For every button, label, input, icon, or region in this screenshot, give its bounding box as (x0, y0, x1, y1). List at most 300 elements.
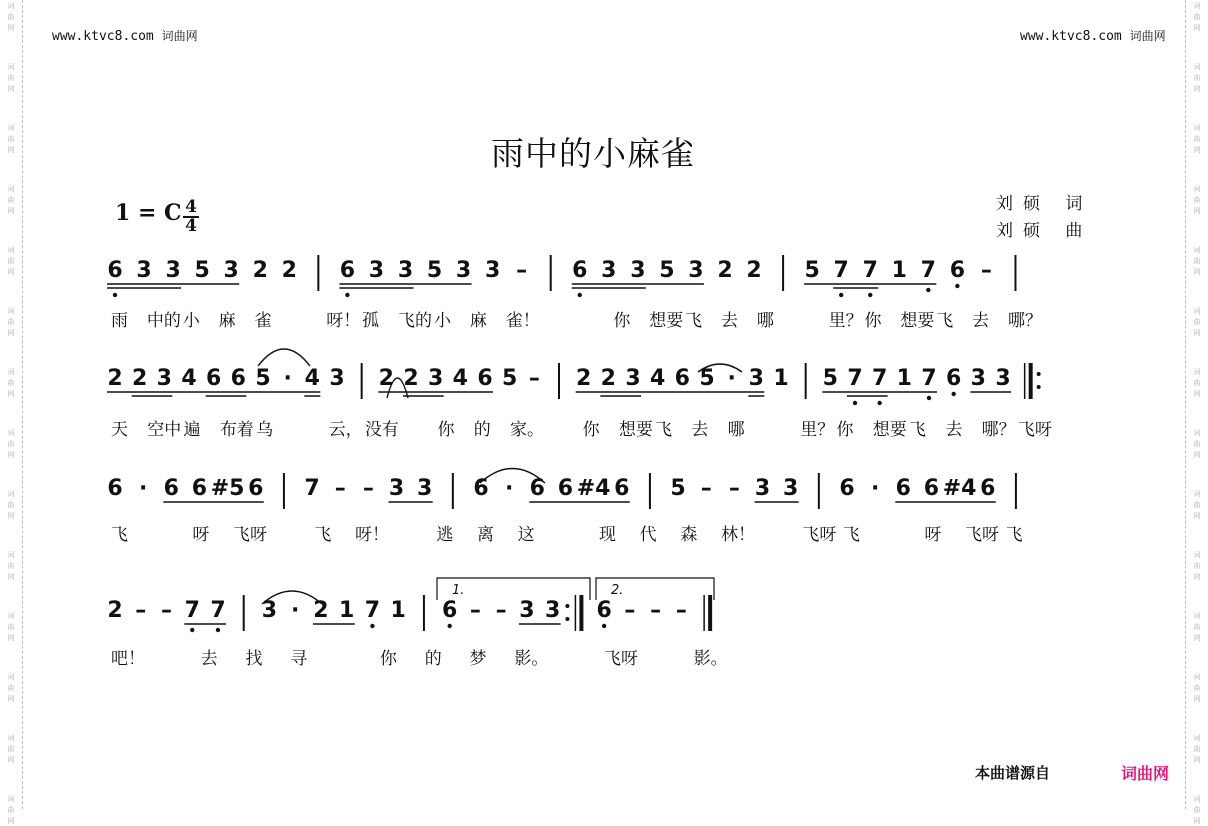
watermark-char: 曲 (7, 745, 15, 753)
note: 6 (980, 476, 996, 501)
note: 6 (839, 476, 855, 501)
low-octave-dot (926, 288, 930, 292)
watermark-char: 曲 (1193, 318, 1201, 326)
note: 3 (545, 598, 561, 623)
note: 7 (862, 258, 878, 283)
site-name: 词曲网 (161, 29, 198, 43)
repeat-dot (565, 617, 569, 621)
note: – (528, 366, 540, 391)
note: – (135, 598, 147, 623)
lyric: 这 (517, 525, 535, 545)
note: – (469, 598, 481, 623)
low-octave-dot (216, 628, 220, 632)
watermark-char: 词 (1193, 307, 1201, 315)
note: 2 (378, 366, 394, 391)
note: 2 (717, 258, 733, 283)
repeat-dot (565, 604, 569, 608)
watermark-char: 词 (1193, 63, 1201, 71)
watermark-char: 曲 (7, 440, 15, 448)
watermark-char: 网 (1193, 146, 1201, 154)
watermark-char: 曲 (7, 806, 15, 814)
lyric: 你 (437, 420, 455, 440)
watermark-char: 词 (7, 307, 15, 315)
note: 2 (746, 258, 762, 283)
note: 7 (833, 258, 849, 283)
watermark-char: 网 (1193, 512, 1201, 520)
lyric: 去 (945, 420, 963, 440)
note: 2 (313, 598, 329, 623)
meter-top: 4 (185, 197, 197, 217)
watermark-char: 网 (1193, 268, 1201, 276)
lyric: 去 (972, 311, 990, 331)
watermark-char: 曲 (1193, 501, 1201, 509)
note: 4 (452, 366, 468, 391)
watermark-char: 曲 (7, 135, 15, 143)
note: 3 (748, 366, 764, 391)
lyric: 逃 (436, 525, 454, 545)
lyric: 飞 (685, 311, 703, 331)
note: 3 (388, 476, 405, 501)
note: – (728, 476, 740, 501)
note: 3 (165, 258, 181, 283)
watermark-char: 网 (1193, 207, 1201, 215)
watermark-char: 曲 (1193, 440, 1201, 448)
lyric: 哪 (756, 311, 774, 331)
lyric: 飞呀 (1017, 420, 1052, 440)
note: 1 (891, 258, 907, 283)
note: – (980, 258, 992, 283)
watermark-char: 网 (1193, 817, 1201, 825)
watermark-char: 曲 (1193, 257, 1201, 265)
note: 7 (921, 366, 937, 391)
note: 6 (206, 366, 222, 391)
lyric: 现 (599, 525, 616, 545)
lyric: 想要 (872, 420, 907, 440)
note: 4 (181, 366, 197, 391)
note: 1 (773, 366, 789, 391)
lyric: 的 (424, 649, 442, 669)
watermark-char: 网 (7, 573, 15, 581)
watermark-char: 网 (1193, 756, 1201, 764)
note: – (334, 476, 346, 501)
note: 6 (923, 476, 940, 501)
note: 3 (417, 476, 433, 501)
note: 6 (895, 476, 911, 501)
note: 5 (426, 258, 443, 283)
site-name: 词曲网 (1129, 29, 1166, 43)
note: 7 (872, 366, 888, 391)
note: 3 (754, 476, 771, 501)
lyric: 飞 (655, 420, 673, 440)
lyric: 哪？ (1008, 311, 1043, 331)
watermark-char: 网 (1193, 24, 1201, 32)
low-octave-dot (370, 624, 374, 628)
lyric: 离 (477, 525, 494, 545)
low-octave-dot (839, 293, 843, 297)
watermark-char: 曲 (1193, 135, 1201, 143)
note: 6 (557, 476, 574, 501)
lyric: 遍 (183, 420, 201, 440)
note: #4 (576, 476, 611, 501)
lyric: 飞 (843, 525, 860, 545)
lyric: 乌 (256, 420, 274, 440)
watermark-char: 网 (7, 451, 15, 459)
watermark-char: 词 (7, 490, 15, 498)
watermark-char: 词 (1193, 795, 1201, 803)
watermark-char: 词 (7, 63, 15, 71)
note: 6 (107, 258, 123, 283)
note: 2 (107, 598, 123, 623)
low-octave-dot (951, 392, 955, 396)
note: 6 (107, 476, 123, 501)
lyric: 影。 (514, 649, 549, 669)
note: 2 (252, 258, 268, 283)
note: 3 (136, 258, 152, 283)
note: 3 (329, 366, 345, 391)
note: 6 (614, 476, 630, 501)
lyric: 飞 (314, 525, 332, 545)
watermark-char: 词 (7, 551, 15, 559)
note: 3 (519, 598, 535, 623)
note: · (504, 476, 514, 501)
low-octave-dot (955, 284, 959, 288)
footer-brand-link[interactable]: 词曲网 (1121, 764, 1170, 783)
low-octave-dot (853, 401, 857, 405)
note: – (650, 598, 662, 623)
lyric: 里？ (800, 420, 835, 440)
note: 6 (572, 258, 588, 283)
note: 4 (650, 366, 666, 391)
watermark-char: 曲 (7, 74, 15, 82)
note: 3 (688, 258, 704, 283)
note: – (160, 598, 172, 623)
note: 3 (601, 258, 617, 283)
watermark-char: 曲 (7, 257, 15, 265)
note: 6 (442, 598, 458, 623)
low-octave-dot (345, 293, 349, 297)
lyric: 想要 (900, 311, 935, 331)
watermark-char: 词 (1193, 551, 1201, 559)
low-octave-dot (877, 401, 881, 405)
watermark-char: 网 (7, 268, 15, 276)
watermark-char: 词 (7, 429, 15, 437)
lyric: 去 (721, 311, 738, 331)
watermark-char: 词 (1193, 185, 1201, 193)
note: 3 (625, 366, 641, 391)
lyric: 空中 (147, 420, 182, 440)
watermark-char: 网 (7, 146, 15, 154)
note: 3 (783, 476, 799, 501)
repeat-dot (1037, 372, 1041, 376)
lyric: 布着 (219, 420, 254, 440)
lyric: 吧！ (111, 649, 145, 669)
note: 2 (132, 366, 148, 391)
lyric: 雀！ (505, 311, 540, 331)
note: 5 (822, 366, 838, 391)
note: 7 (847, 366, 863, 391)
note: 3 (223, 258, 239, 283)
note: – (362, 476, 374, 501)
note: 6 (339, 258, 356, 283)
note: 3 (397, 258, 414, 283)
note: 2 (600, 366, 616, 391)
site-url: www.ktvc8.com (1020, 29, 1122, 44)
watermark-char: 词 (7, 246, 15, 254)
lyric: 你 (864, 311, 882, 331)
note: #5 (210, 476, 245, 501)
composer-credit: 刘硕 曲 (996, 221, 1093, 241)
watermark-char: 词 (7, 673, 15, 681)
note: 1 (896, 366, 912, 391)
note: 7 (364, 598, 381, 623)
watermark-char: 网 (7, 817, 15, 825)
watermark-char: 词 (7, 185, 15, 193)
note: 5 (670, 476, 686, 501)
watermark-char: 网 (7, 390, 15, 398)
watermark-char: 网 (7, 24, 15, 32)
low-octave-dot (578, 293, 582, 297)
watermark-char: 词 (1193, 490, 1201, 498)
low-octave-dot (868, 293, 872, 297)
watermark-char: 曲 (1193, 745, 1201, 753)
watermark-char: 词 (1193, 124, 1201, 132)
lyric: 呀！ (355, 525, 389, 545)
lyricist-credit: 刘硕 词 (996, 194, 1093, 214)
note: 6 (949, 258, 966, 283)
low-octave-dot (113, 293, 117, 297)
watermark-char: 词 (7, 612, 15, 620)
lyric: 里？ (828, 311, 863, 331)
watermark-char: 曲 (1193, 623, 1201, 631)
lyric: 雀 (254, 311, 272, 331)
watermark-char: 词 (7, 734, 15, 742)
note: 1 (390, 598, 406, 623)
low-octave-dot (927, 396, 931, 400)
watermark-char: 词 (1193, 368, 1201, 376)
lyric: 你 (379, 649, 397, 669)
watermark-char: 词 (7, 795, 15, 803)
note: 2 (403, 366, 419, 391)
lyric: 呀 (192, 525, 210, 545)
watermark-char: 曲 (1193, 196, 1201, 204)
lyric: 你 (836, 420, 854, 440)
watermark-char: 网 (7, 695, 15, 703)
lyric: 雨 (111, 311, 128, 331)
note: 3 (484, 258, 501, 283)
note: #4 (942, 476, 977, 501)
watermark-char: 词 (7, 2, 15, 10)
lyric: 的 (473, 420, 491, 440)
note: 6 (477, 366, 493, 391)
volta-label-first: 1. (452, 583, 465, 598)
watermark-char: 曲 (1193, 13, 1201, 21)
lyric: 飞呀 (233, 525, 267, 545)
lyric: 没有 (364, 420, 399, 440)
volta-label-second: 2. (611, 583, 624, 598)
lyric: 麻 (218, 311, 236, 331)
note: 6 (248, 476, 264, 501)
note: 3 (156, 366, 172, 391)
watermark-char: 网 (1193, 329, 1201, 337)
note: 6 (191, 476, 208, 501)
watermark-char: 网 (7, 512, 15, 520)
low-octave-dot (602, 624, 606, 628)
lyric: 代 (639, 525, 657, 545)
lyric: 你 (613, 311, 631, 331)
lyric: 飞 (936, 311, 954, 331)
watermark-char: 词 (7, 124, 15, 132)
lyric: 飞呀 (603, 649, 638, 669)
note: 7 (920, 258, 936, 283)
note: – (675, 598, 687, 623)
note: 2 (281, 258, 297, 283)
watermark-char: 网 (1193, 85, 1201, 93)
note: · (870, 476, 880, 501)
note: 3 (630, 258, 646, 283)
lyric: 飞 (909, 420, 927, 440)
song-title: 雨中的小麻雀 (491, 134, 695, 173)
lyric: 飞 (111, 525, 128, 545)
note: 3 (428, 366, 444, 391)
lyric: 家。 (510, 420, 545, 440)
repeat-dot (1037, 385, 1041, 389)
lyric: 寻 (290, 649, 308, 669)
note: · (138, 476, 148, 501)
watermark-char: 词 (1193, 2, 1201, 10)
note: 3 (368, 258, 385, 283)
watermark-char: 曲 (1193, 562, 1201, 570)
note: 4 (304, 366, 320, 391)
watermark-char: 网 (7, 756, 15, 764)
note: 6 (596, 598, 612, 623)
lyric: 哪 (727, 420, 745, 440)
watermark-char: 曲 (1193, 74, 1201, 82)
lyric: 影。 (693, 649, 728, 669)
note: · (291, 598, 300, 623)
note: 5 (502, 366, 518, 391)
footer-source-label: 本曲谱源自 (975, 764, 1051, 782)
note: 5 (804, 258, 820, 283)
watermark-char: 曲 (7, 379, 15, 387)
note: · (283, 366, 292, 391)
low-octave-dot (447, 624, 451, 628)
lyric: 去 (200, 649, 218, 669)
key-signature: 1 = C (115, 200, 182, 226)
note: · (727, 366, 736, 391)
slur (258, 349, 310, 366)
lyric: 林！ (721, 525, 755, 545)
lyric: 飞的 (398, 311, 433, 331)
watermark-char: 曲 (1193, 684, 1201, 692)
lyric: 云， (328, 420, 363, 440)
note: 3 (455, 258, 472, 283)
note: 6 (529, 476, 545, 501)
site-url: www.ktvc8.com (52, 29, 154, 44)
lyric: 孤 (362, 311, 380, 331)
note: 6 (230, 366, 246, 391)
watermark-char: 词 (7, 368, 15, 376)
note: 5 (255, 366, 271, 391)
lyric: 麻 (469, 311, 487, 331)
note: 6 (473, 476, 489, 501)
lyric: 飞 (1005, 525, 1023, 545)
lyric: 哪？ (981, 420, 1016, 440)
note: 2 (576, 366, 592, 391)
watermark-char: 词 (1193, 612, 1201, 620)
watermark-char: 曲 (7, 623, 15, 631)
watermark-char: 网 (1193, 390, 1201, 398)
note: 7 (304, 476, 320, 501)
watermark-char: 词 (1193, 734, 1201, 742)
lyric: 找 (245, 649, 263, 669)
lyric: 想要 (618, 420, 653, 440)
lyric: 飞呀 (802, 525, 837, 545)
note: 5 (194, 258, 210, 283)
note: – (516, 258, 528, 283)
watermark-char: 曲 (7, 196, 15, 204)
lyric: 飞呀 (965, 525, 999, 545)
note: 2 (107, 366, 123, 391)
note: 7 (184, 598, 200, 623)
note: 6 (946, 366, 962, 391)
note: – (495, 598, 507, 623)
watermark-char: 网 (1193, 634, 1201, 642)
note: – (700, 476, 712, 501)
note: – (624, 598, 636, 623)
note: 3 (261, 598, 278, 623)
watermark-char: 曲 (7, 684, 15, 692)
lyric: 小 (433, 311, 451, 331)
note: 1 (339, 598, 355, 623)
watermark-char: 网 (7, 329, 15, 337)
low-octave-dot (190, 628, 194, 632)
lyric: 呀 (924, 525, 942, 545)
lyric: 梦 (469, 649, 487, 669)
watermark-char: 曲 (7, 13, 15, 21)
watermark-char: 曲 (1193, 806, 1201, 814)
lyric: 去 (691, 420, 709, 440)
lyric: 呀！ (326, 311, 361, 331)
lyric: 你 (582, 420, 600, 440)
note: 5 (659, 258, 675, 283)
note: 7 (210, 598, 226, 623)
note: 3 (970, 366, 986, 391)
lyric: 中的 (146, 311, 181, 331)
watermark-char: 词 (1193, 673, 1201, 681)
note: 3 (995, 366, 1011, 391)
watermark-char: 网 (7, 634, 15, 642)
watermark-char: 网 (7, 85, 15, 93)
watermark-char: 网 (1193, 451, 1201, 459)
lyric: 天 (111, 420, 128, 440)
watermark-char: 曲 (7, 318, 15, 326)
note: 5 (699, 366, 715, 391)
watermark-char: 曲 (7, 562, 15, 570)
note: 6 (674, 366, 690, 391)
watermark-char: 曲 (1193, 379, 1201, 387)
watermark-char: 网 (1193, 573, 1201, 581)
watermark-char: 曲 (7, 501, 15, 509)
lyric: 森 (680, 525, 698, 545)
watermark-char: 网 (7, 207, 15, 215)
lyric: 想要 (649, 311, 684, 331)
watermark-char: 词 (1193, 429, 1201, 437)
watermark-char: 词 (1193, 246, 1201, 254)
note: 6 (163, 476, 179, 501)
lyric: 小 (182, 311, 200, 331)
meter-bottom: 4 (185, 216, 197, 236)
watermark-char: 网 (1193, 695, 1201, 703)
